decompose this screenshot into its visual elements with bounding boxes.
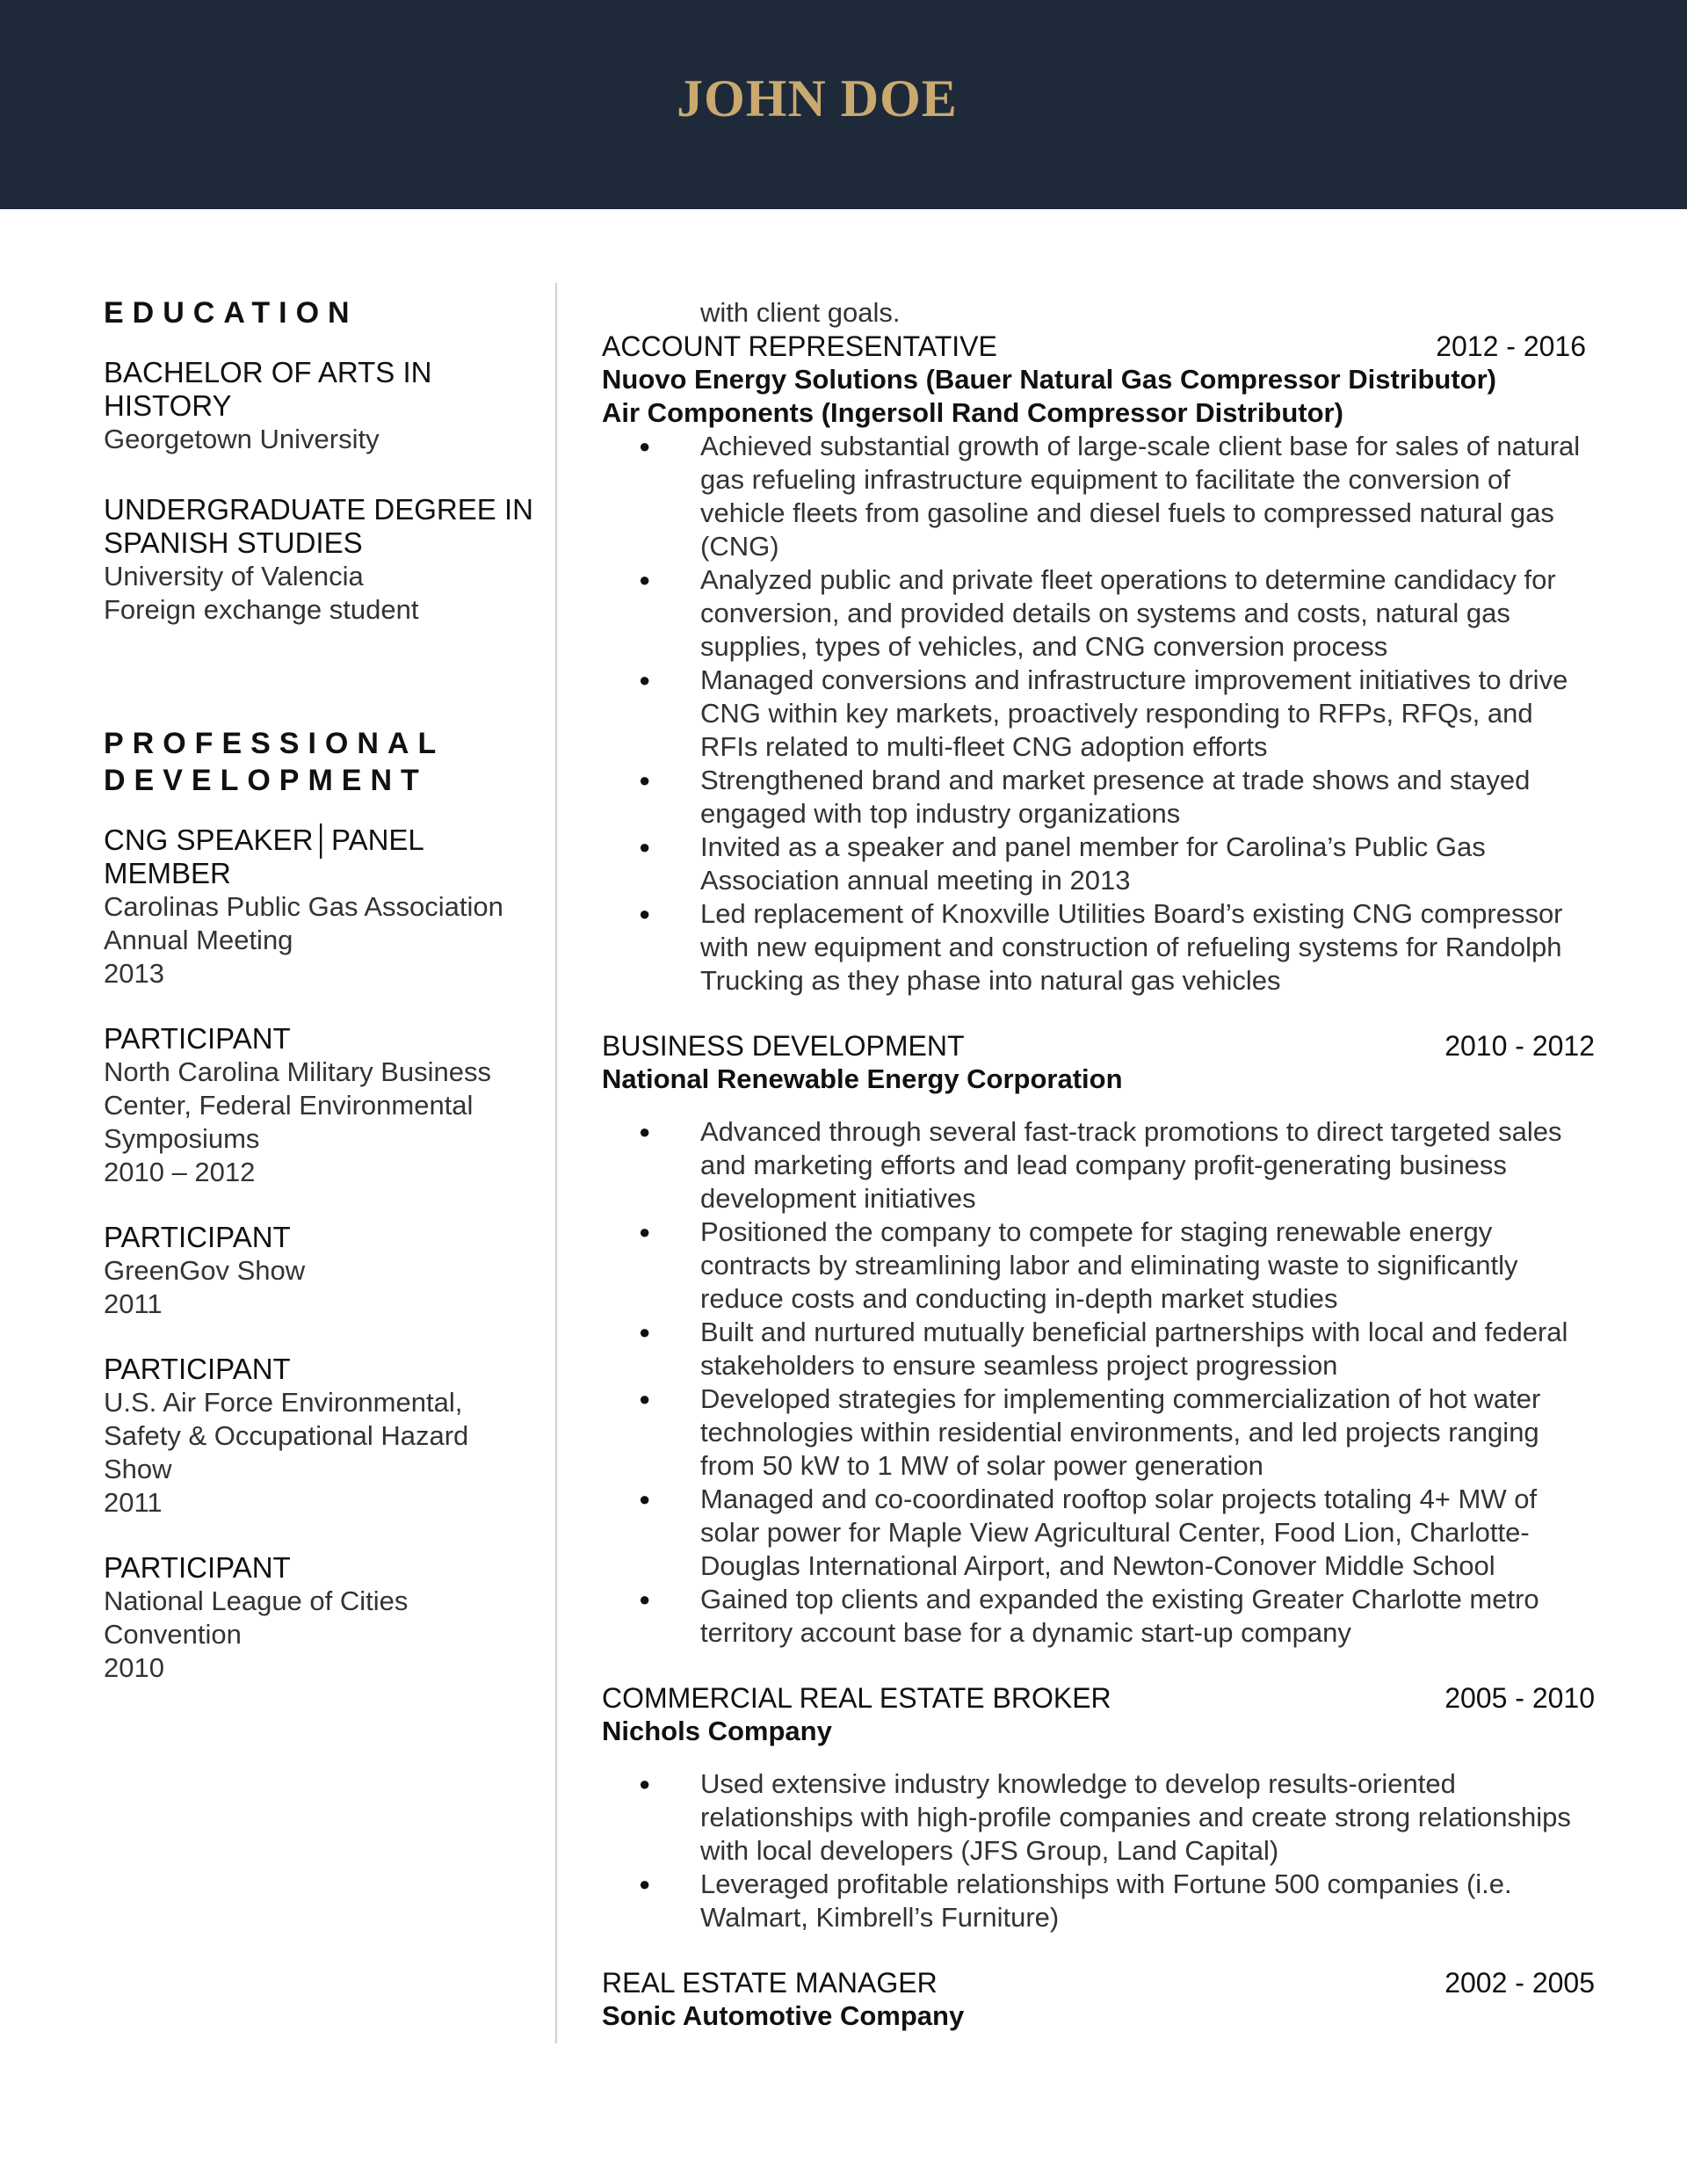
bullet-item: ● Achieved substantial growth of large-scale client base for sales of natural gas refueling infrastructure equipment to facilitate the conversion of vehicle fleets from gasoline and diesel fuels to compressed natural gas (CNG) [700,430,1595,563]
school-name: University of Valencia [104,561,364,591]
job-entry [602,330,1595,998]
job-title: BUSINESS DEVELOPMENT [602,1030,965,1062]
pd-line: GreenGov Show [104,1255,306,1286]
job-header [602,1966,1595,1999]
pd-line: Annual Meeting [104,925,293,955]
school-note: Foreign exchange student [104,594,419,625]
pd-role: PARTICIPANT [104,1022,291,1055]
bullet-item: ● Managed conversions and infrastructure improvement initiatives to drive CNG within key markets, proactively responding to RFPs, RFQs, and RFIs related to multi-fleet CNG adoption efforts [700,664,1595,764]
job-entry [602,1966,1595,2033]
pd-line: Carolinas Public Gas Association [104,891,503,922]
job-dates: 2010 - 2012 [1444,1030,1595,1062]
education-entry [104,493,543,627]
bullet-item: ● Positioned the company to compete for staging renewable energy contracts by streamlining labor and eliminating waste to significantly reduce costs and conducting in-depth market studies [700,1215,1595,1316]
bullet-item: ● Leveraged profitable relationships with Fortune 500 companies (i.e. Walmart, Kimbrell’s Furniture) [700,1868,1595,1934]
pd-heading-line: PROFESSIONAL [104,727,445,760]
bullet-item: ● Led replacement of Knoxville Utilities Board’s existing CNG compressor with new equipment and construction of refueling systems for Randolph Trucking as they phase into natural gas vehicles [700,897,1595,998]
pd-line: 2011 [104,1487,163,1518]
header-banner [0,0,1687,209]
pd-entry [104,1353,543,1520]
degree-title: UNDERGRADUATE DEGREE IN [104,493,533,526]
pd-line: U.S. Air Force Environmental, [104,1387,463,1418]
pd-entry [104,1221,543,1321]
job-header [602,330,1595,363]
bullet-list [700,430,1595,998]
pd-line: National League of Cities [104,1585,409,1616]
job-entry [602,1681,1595,1934]
pd-role: PARTICIPANT [104,1221,291,1253]
pd-line: 2010 – 2012 [104,1157,256,1187]
bullet-item: ● Analyzed public and private fleet operations to determine candidacy for conversion, and provided details on systems and costs, natural gas supplies, types of vehicles, and CNG conversion process [700,563,1595,664]
pd-role: PARTICIPANT [104,1353,291,1385]
pd-line: 2010 [104,1652,164,1683]
pd-entry [104,824,543,990]
job-header [602,1681,1595,1715]
job-entry [602,1029,1595,1650]
pd-line: Convention [104,1619,242,1650]
job-dates: 2002 - 2005 [1444,1967,1595,1999]
job-title: REAL ESTATE MANAGER [602,1967,938,1999]
company-name: National Renewable Energy Corporation [602,1063,1123,1094]
bullet-item: ● Gained top clients and expanded the existing Greater Charlotte metro territory account base for a dynamic start-up company [700,1583,1595,1650]
education-heading: EDUCATION [104,296,358,330]
company-name: Nuovo Energy Solutions (Bauer Natural Gas Compressor Distributor) [602,364,1496,395]
pd-line: Center, Federal Environmental [104,1090,474,1121]
pd-role: PARTICIPANT [104,1551,291,1584]
bullet-item: ● Used extensive industry knowledge to develop results-oriented relationships with high-profile companies and create strong relationships with local developers (JFS Group, Land Capital) [700,1767,1595,1868]
candidate-name: JOHN DOE [677,69,958,127]
bullet-list [700,1115,1595,1650]
pd-line: Symposiums [104,1123,260,1154]
company-name: Sonic Automotive Company [602,2000,965,2031]
professional-development-heading [104,725,543,799]
pd-line: 2011 [104,1288,163,1319]
company-name: Air Components (Ingersoll Rand Compressor Distributor) [602,397,1343,428]
school-name: Georgetown University [104,424,380,454]
job-dates: 2012 - 2016 [1436,330,1586,362]
education-entry [104,356,543,456]
bullet-item: ● Managed and co-coordinated rooftop solar projects totaling 4+ MW of solar power for Maple View Agricultural Center, Food Lion, Charlotte-Douglas International Airport, and Newton-Conover Middle School [700,1483,1595,1583]
degree-title: BACHELOR OF ARTS IN HISTORY [104,356,432,422]
continued-text: with client goals. [700,297,901,328]
bullet-list [700,1767,1595,1934]
column-divider [555,283,557,2043]
company-name: Nichols Company [602,1716,832,1746]
bullet-item: ● Built and nurtured mutually beneficial partnerships with local and federal stakeholders to ensure seamless project progression [700,1316,1595,1382]
bullet-item: ● Invited as a speaker and panel member for Carolina’s Public Gas Association annual meeting in 2013 [700,831,1595,897]
job-header [602,1029,1595,1063]
left-column [104,294,543,1685]
pd-line: Safety & Occupational Hazard Show [104,1420,469,1484]
bullet-item: ● Strengthened brand and market presence at trade shows and stayed engaged with top industry organizations [700,764,1595,831]
pd-heading-line: DEVELOPMENT [104,764,428,797]
job-dates: 2005 - 2010 [1444,1682,1595,1714]
pd-role: CNG SPEAKER│PANEL MEMBER [104,824,424,889]
job-title: ACCOUNT REPRESENTATIVE [602,330,997,362]
bullet-item: ● Developed strategies for implementing commercialization of hot water technologies within residential environments, and led projects ranging from 50 kW to 1 MW of solar power generation [700,1382,1595,1483]
pd-entry [104,1551,543,1685]
pd-entry [104,1022,543,1189]
pd-line: North Carolina Military Business [104,1056,492,1087]
bullet-item: ● Advanced through several fast-track promotions to direct targeted sales and marketing efforts and lead company profit-generating business development initiatives [700,1115,1595,1215]
experience-column [602,296,1595,2033]
job-title: COMMERCIAL REAL ESTATE BROKER [602,1682,1111,1714]
degree-title: SPANISH STUDIES [104,526,363,559]
pd-line: 2013 [104,958,164,989]
